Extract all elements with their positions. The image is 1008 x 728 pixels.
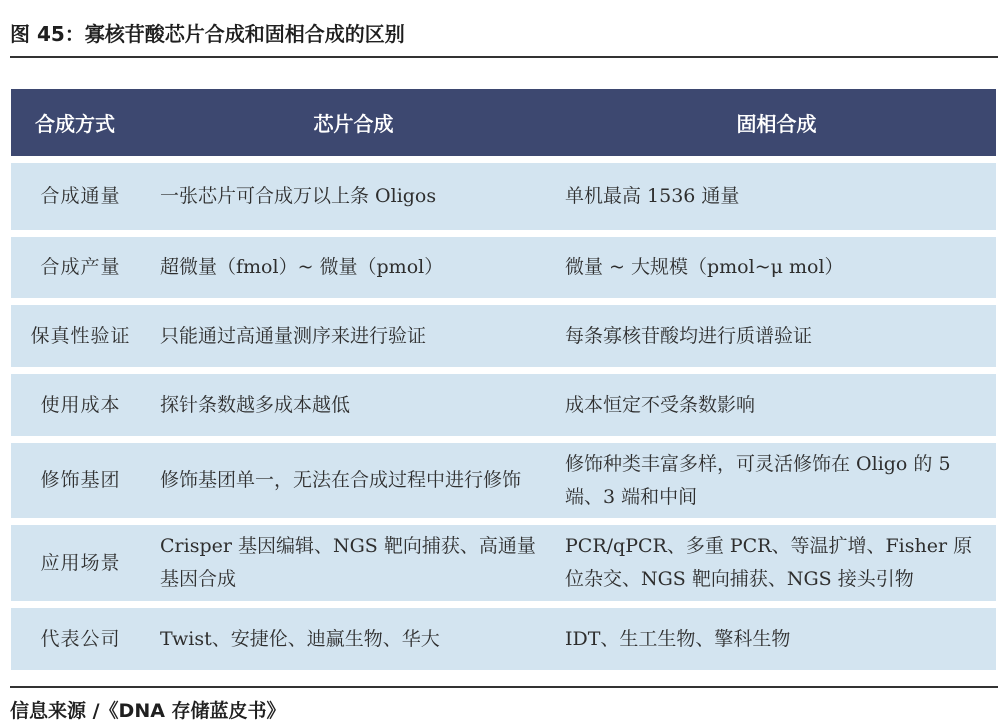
table-row [11,608,996,670]
chip-cell: Crisper 基因编辑、NGS 靶向捕获、高通量基因合成 [150,525,557,608]
row-label: 使用成本 [11,374,150,443]
row-label: 修饰基团 [11,443,150,525]
table-row [11,443,996,525]
chip-cell: 超微量（fmol）~ 微量（pmol） [150,237,557,305]
chip-cell: 探针条数越多成本越低 [150,374,557,443]
chip-cell: 修饰基团单一，无法在合成过程中进行修饰 [150,443,557,525]
solid-cell: 每条寡核苷酸均进行质谱验证 [557,305,996,374]
solid-cell: 修饰种类丰富多样，可灵活修饰在 Oligo 的 5 端、3 端和中间 [557,443,996,525]
top-rule [10,56,998,58]
chip-cell: 只能通过高通量测序来进行验证 [150,305,557,374]
row-label: 应用场景 [11,525,150,608]
row-label: 代表公司 [11,608,150,670]
table-row [11,374,996,443]
header-chip-synthesis: 芯片合成 [150,89,557,163]
table-row [11,237,996,305]
figure-title: 图 45：寡核苷酸芯片合成和固相合成的区别 [10,22,405,46]
row-label: 保真性验证 [11,305,150,374]
row-label: 合成通量 [11,163,150,237]
solid-cell: PCR/qPCR、多重 PCR、等温扩增、Fisher 原位杂交、NGS 靶向捕获、NGS 接头引物 [557,525,996,608]
table-row [11,163,996,237]
solid-cell: 微量 ~ 大规模（pmol~μ mol） [557,237,996,305]
solid-cell: 单机最高 1536 通量 [557,163,996,237]
table-header-row [11,89,996,163]
solid-cell: IDT、生工生物、擎科生物 [557,608,996,670]
chip-cell: Twist、安捷伦、迪赢生物、华大 [150,608,557,670]
table-row [11,525,996,608]
row-label: 合成产量 [11,237,150,305]
header-solid-phase-synthesis: 固相合成 [557,89,996,163]
solid-cell: 成本恒定不受条数影响 [557,374,996,443]
chip-cell: 一张芯片可合成万以上条 Oligos [150,163,557,237]
bottom-rule [10,686,998,688]
table-row [11,305,996,374]
comparison-table [11,89,996,670]
header-method: 合成方式 [11,89,150,163]
source-note: 信息来源 /《DNA 存储蓝皮书》 [10,700,286,722]
